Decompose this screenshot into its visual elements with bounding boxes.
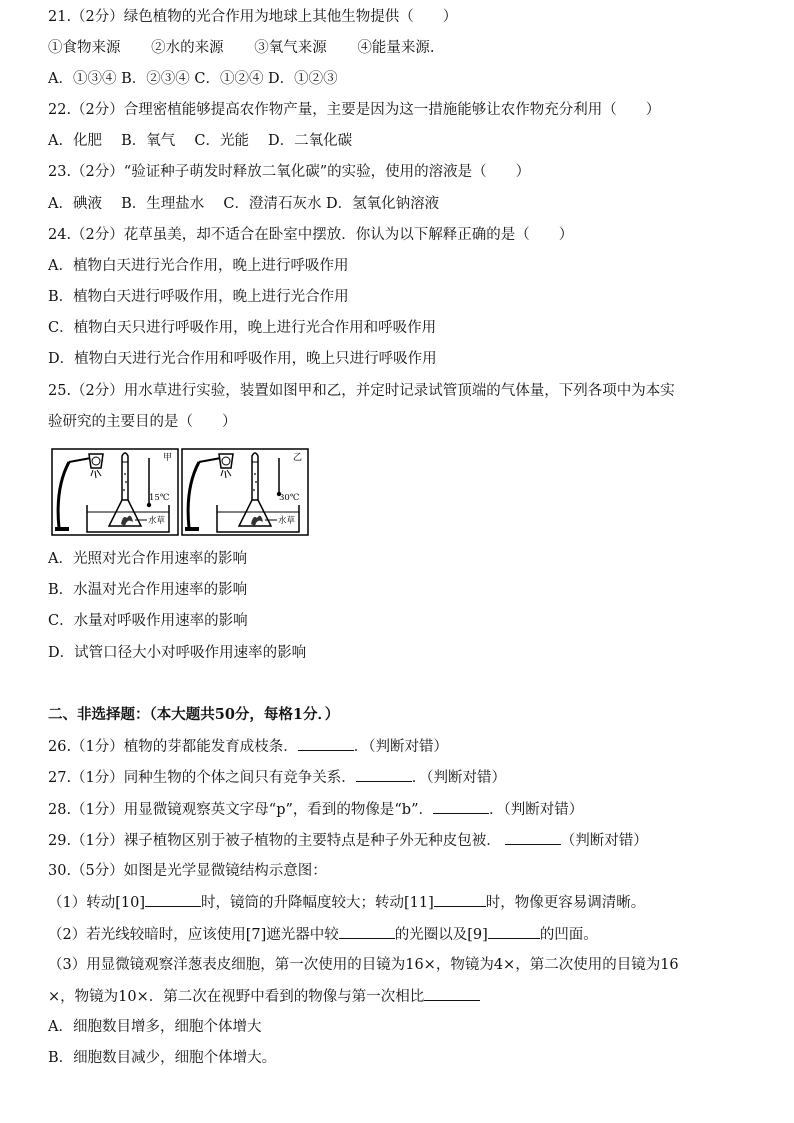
- q30-blank-11[interactable]: [434, 892, 486, 907]
- q28-text: 28.（1分）用显微镜观察英文字母“p”，看到的物像是“b”．: [48, 802, 433, 818]
- panel-yi: [182, 449, 308, 535]
- q30-part1: [48, 892, 645, 913]
- q24-option-d: D．植物白天进行光合作用和呼吸作用，晚上只进行呼吸作用: [48, 351, 437, 367]
- q30-part1-a: （1）转动[10]: [48, 895, 145, 911]
- q24-option-b: B．植物白天进行呼吸作用，晚上进行光合作用: [48, 289, 349, 305]
- section2-title: 二、非选择题：（本大题共50分，每格1分．）: [48, 706, 340, 723]
- q28: [48, 799, 583, 820]
- waterweed-icon: [251, 516, 263, 526]
- q25-stem-line1: 25.（2分）用水草进行实验，装置如图甲和乙，并定时记录试管顶端的气体量，下列各项中为本实: [48, 383, 675, 399]
- q30-stem: 30.（5分）如图是光学显微镜结构示意图：: [48, 863, 327, 879]
- q30-blank-compare[interactable]: [424, 986, 480, 1001]
- q26-tail: ．（判断对错）: [353, 739, 449, 755]
- label-yi: 乙: [293, 453, 303, 463]
- q25-figure: [51, 448, 309, 540]
- q22-options: A．化肥 B．氧气 C．光能 D．二氧化碳: [48, 133, 353, 149]
- q27-blank[interactable]: [356, 767, 412, 782]
- q24-stem: 24.（2分）花草虽美，却不适合在卧室中摆放．你认为以下解释正确的是（ ）: [48, 227, 574, 243]
- q30-part3-line1: （3）用显微镜观察洋葱表皮细胞，第一次使用的目镜为16×，物镜为4×，第二次使用的目镜为16: [48, 957, 679, 973]
- label-temp-30: 30℃: [279, 493, 300, 503]
- q29: [48, 830, 648, 851]
- q21-item-1: ①食物来源: [48, 40, 121, 56]
- q30-blank-aperture[interactable]: [339, 924, 395, 939]
- q26-blank[interactable]: [298, 736, 354, 751]
- q30-option-a: A．细胞数目增多，细胞个体增大: [48, 1019, 262, 1035]
- q26-text: 26.（1分）植物的芽都能发育成枝条．: [48, 739, 298, 755]
- q22-stem: 22.（2分）合理密植能够提高农作物产量，主要是因为这一措施能够让农作物充分利用（ ）: [48, 102, 661, 118]
- q27: [48, 767, 506, 788]
- q30-option-b: B．细胞数目减少，细胞个体增大。: [48, 1050, 277, 1066]
- q25-option-a: A．光照对光合作用速率的影响: [48, 551, 247, 567]
- q30-part1-c: 时，物像更容易调清晰。: [485, 895, 646, 911]
- q25-option-c: C．水量对呼吸作用速率的影响: [48, 613, 248, 629]
- q30-part3-line2: [48, 986, 480, 1007]
- test-tube-icon: [122, 453, 128, 500]
- lamp-icon: [89, 454, 103, 468]
- q28-tail: ．（判断对错）: [489, 802, 584, 818]
- q25-option-d: D．试管口径大小对呼吸作用速率的影响: [48, 645, 307, 661]
- q25-figure-svg: [51, 448, 309, 536]
- q21-options: A．①③④ B．②③④ C．①②④ D．①②③: [48, 71, 338, 87]
- q26: [48, 736, 448, 757]
- label-plant-left: 水草: [148, 516, 166, 526]
- q29-blank[interactable]: [505, 830, 561, 845]
- q30-part2-b: 的光圈以及[9]: [394, 927, 488, 943]
- q30-part1-b: 时，镜筒的升降幅度较大；转动[11]: [201, 895, 434, 911]
- q24-option-a: A．植物白天进行光合作用，晚上进行呼吸作用: [48, 258, 349, 274]
- q30-blank-10[interactable]: [145, 892, 201, 907]
- label-temp-15: 15℃: [149, 493, 170, 503]
- q30-part2-a: （2）若光线较暗时，应该使用[7]遮光器中较: [48, 927, 339, 943]
- q30-part3-text: ×，物镜为10×．第二次在视野中看到的物像与第一次相比: [48, 989, 425, 1005]
- q23-stem: 23.（2分）“验证种子萌发时释放二氧化碳”的实验，使用的溶液是（ ）: [48, 164, 531, 180]
- label-jia: 甲: [163, 453, 173, 463]
- lamp-icon: [219, 454, 233, 468]
- q28-blank[interactable]: [433, 799, 489, 814]
- q25-option-b: B．水温对光合作用速率的影响: [48, 582, 248, 598]
- q30-blank-9[interactable]: [488, 924, 540, 939]
- q30-part2: [48, 924, 598, 945]
- q21-stem: 21.（2分）绿色植物的光合作用为地球上其他生物提供（ ）: [48, 9, 458, 25]
- panel-jia: [52, 449, 178, 535]
- q21-item-2: ②水的来源: [151, 40, 224, 56]
- label-plant-right: 水草: [278, 516, 296, 526]
- q25-stem-line2: 验研究的主要目的是（ ）: [48, 414, 237, 430]
- q30-part2-c: 的凹面。: [539, 927, 598, 943]
- q21-items: [48, 38, 460, 58]
- q23-options: A．碘液 B．生理盐水 C．澄清石灰水 D．氢氧化钠溶液: [48, 196, 440, 212]
- q27-tail: ．（判断对错）: [411, 770, 507, 786]
- q21-item-4: ④能量来源.: [357, 40, 435, 56]
- waterweed-icon: [121, 516, 133, 526]
- q29-tail: （判断对错）: [560, 833, 648, 849]
- test-tube-icon: [252, 453, 258, 500]
- q21-item-3: ③氧气来源: [254, 40, 327, 56]
- q27-text: 27.（1分）同种生物的个体之间只有竞争关系．: [48, 770, 356, 786]
- q24-option-c: C．植物白天只进行呼吸作用，晚上进行光合作用和呼吸作用: [48, 320, 437, 336]
- q29-text: 29.（1分）裸子植物区别于被子植物的主要特点是种子外无种皮包被．: [48, 833, 501, 849]
